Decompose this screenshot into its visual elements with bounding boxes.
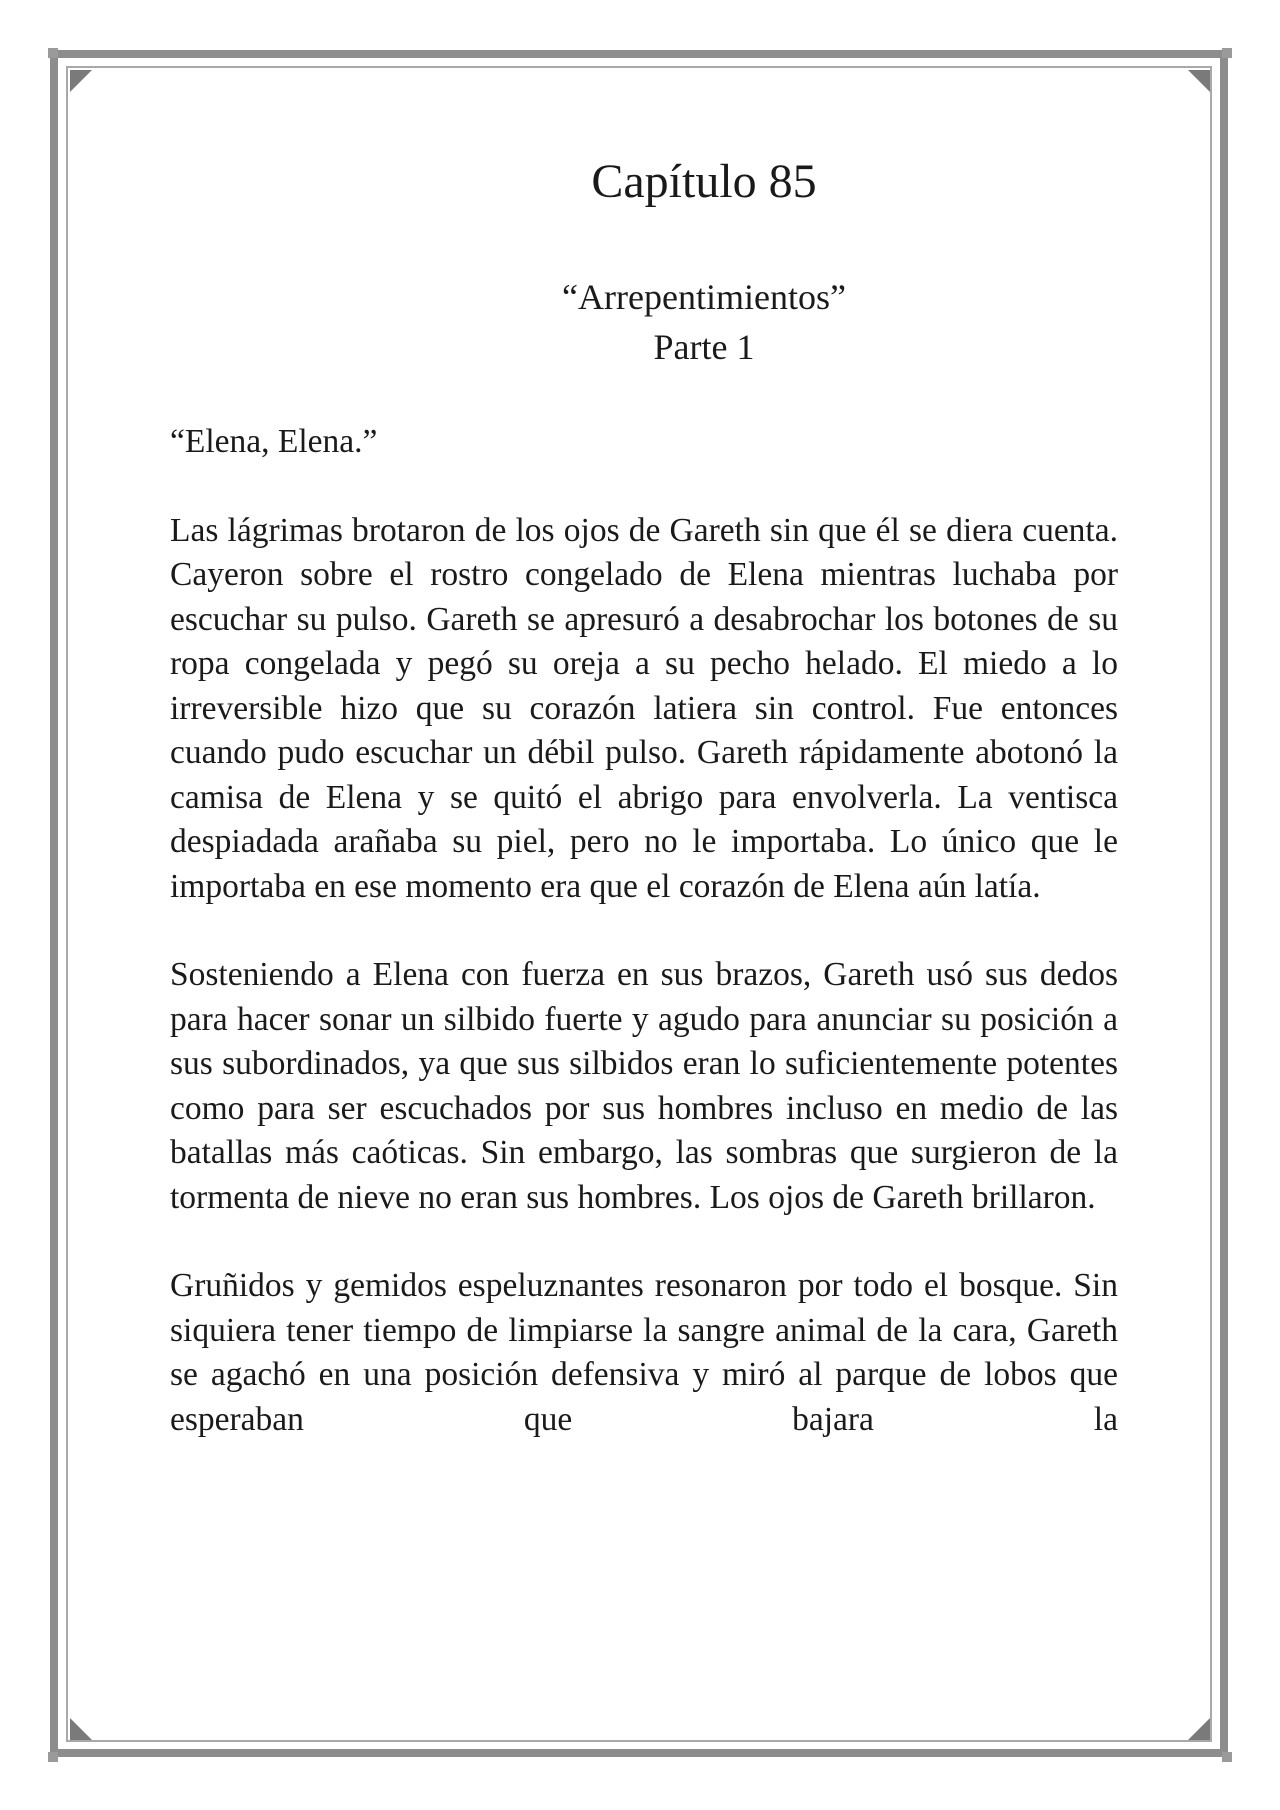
page-content: [170, 150, 1118, 1442]
corner-stud: [1222, 48, 1232, 58]
chapter-title: Capítulo 85: [591, 155, 817, 208]
paragraph: “Elena, Elena.”: [170, 423, 378, 460]
corner-stud: [48, 1752, 58, 1762]
corner-ornament-top-right: [1188, 70, 1210, 92]
paragraph: Sosteniendo a Elena con fuerza en sus brazos, Gareth usó sus dedos para hacer sonar un silbido fuerte y agudo para anunciar su posición a sus subordinados, ya que sus silbidos eran lo suficientemente potentes como para ser escuchados por sus hombres incluso en medio de las batallas más caóticas. Sin embargo, las sombras que surgieron de la tormenta de nieve no eran sus hombres. Los ojos de Gareth brillaron.: [170, 956, 1118, 1216]
corner-ornament-bottom-left: [70, 1718, 92, 1740]
subtitle-line-2: Parte 1: [653, 327, 755, 367]
corner-ornament-bottom-right: [1188, 1718, 1210, 1740]
corner-ornament-top-left: [70, 70, 92, 92]
paragraph: Gruñidos y gemidos espeluznantes resonaron por todo el bosque. Sin siquiera tener tiempo de limpiarse la sangre animal de la cara, Gareth se agachó en una posición defensiva y miró al parque de lobos que esperaban que bajara la: [170, 1267, 1118, 1438]
paragraph: Las lágrimas brotaron de los ojos de Gareth sin que él se diera cuenta. Cayeron sobre el rostro congelado de Elena mientras luchaba por escuchar su pulso. Gareth se apresuró a desabrochar los botones de su ropa congelada y pegó su oreja a su pecho helado. El miedo a lo irreversible hizo que su corazón latiera sin control. Fue entonces cuando pudo escuchar un débil pulso. Gareth rápidamente abotonó la camisa de Elena y se quitó el abrigo para envolverla. La ventisca despiadada arañaba su piel, pero no le importaba. Lo único que le importaba en ese momento era que el corazón de Elena aún latía.: [170, 511, 1118, 905]
corner-stud: [48, 48, 58, 58]
corner-stud: [1222, 1752, 1232, 1762]
chapter-subtitle: [170, 272, 1118, 372]
subtitle-line-1: “Arrepentimientos”: [562, 277, 846, 317]
